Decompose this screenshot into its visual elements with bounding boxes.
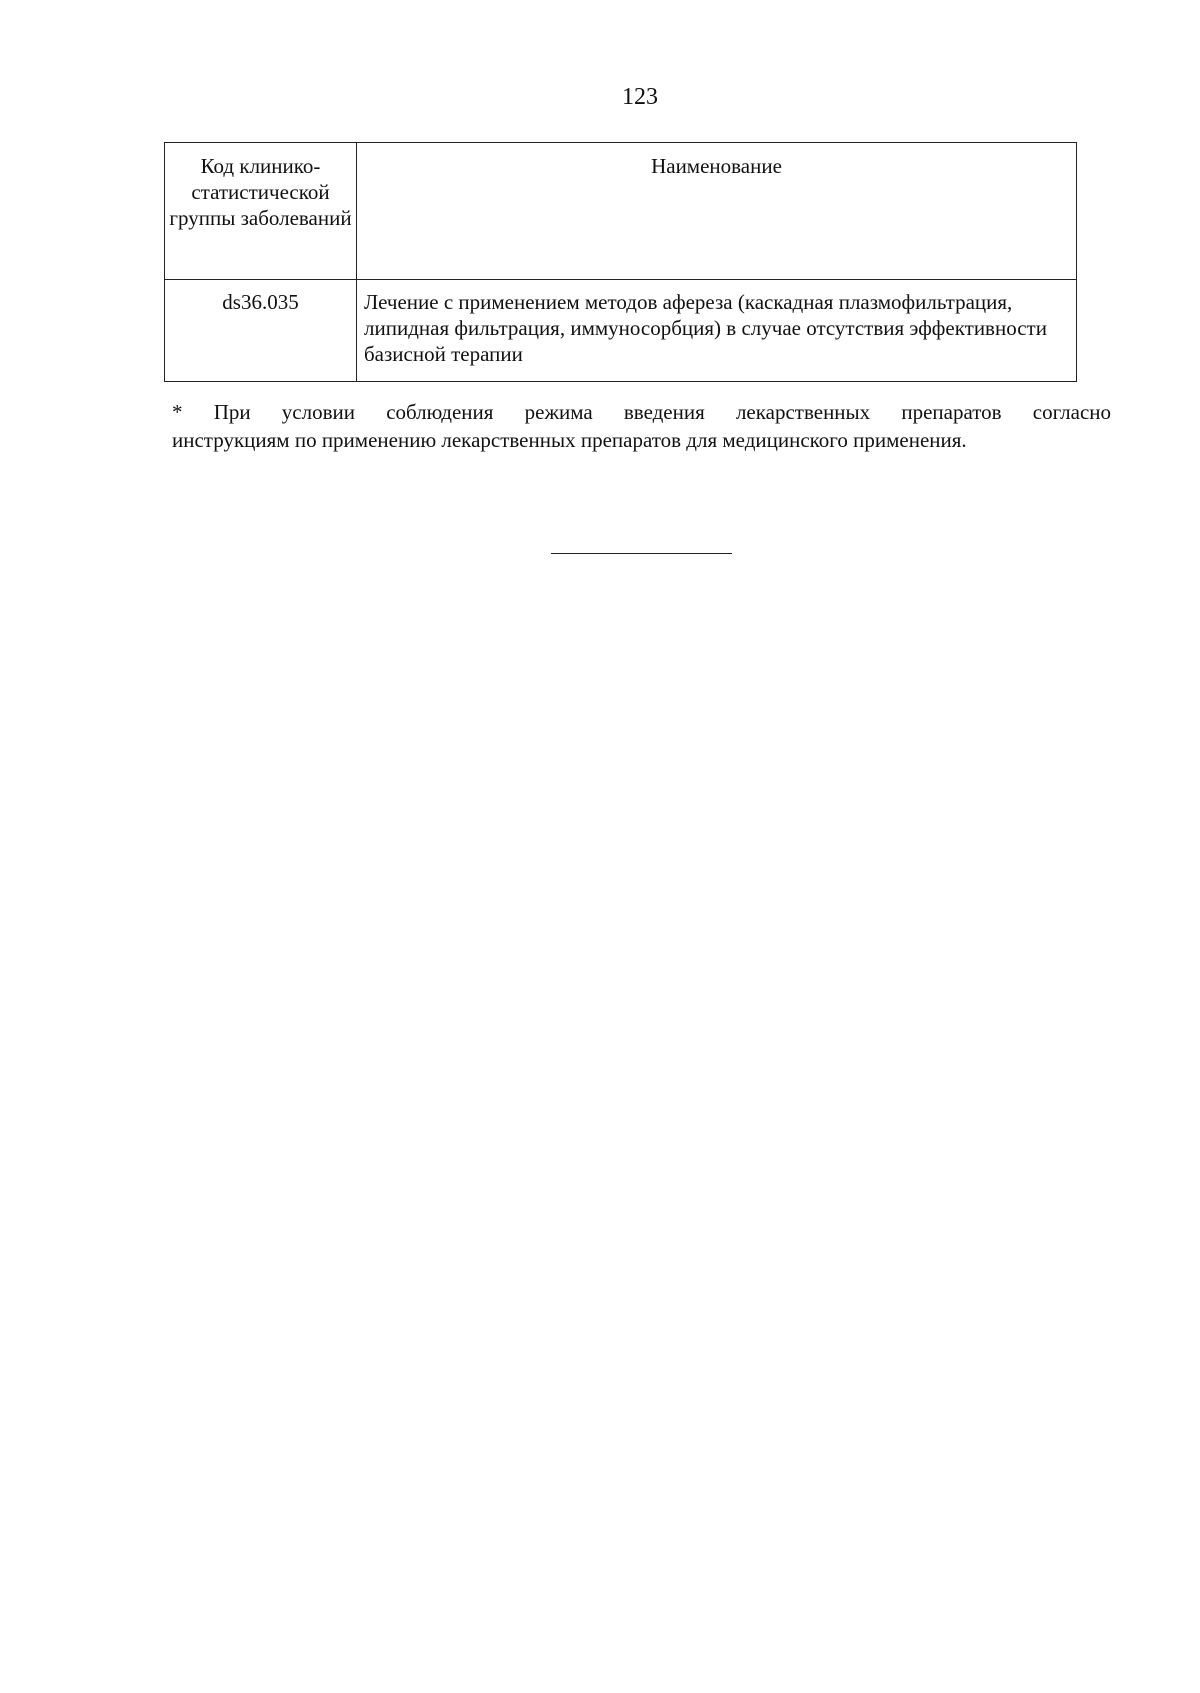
footnote-line-1: * При условии соблюдения режима введения лекарственных препаратов согласно bbox=[172, 400, 1111, 424]
header-code-cell bbox=[165, 143, 357, 280]
header-code-label: Код клинико-статистической группы заболеваний bbox=[169, 154, 352, 230]
header-name-label: Наименование bbox=[651, 154, 782, 178]
footnote-line-2: инструкциям по применению лекарственных препаратов для медицинского применения. bbox=[172, 428, 967, 452]
table-header-row bbox=[165, 143, 1077, 280]
kpg-table bbox=[164, 142, 1077, 382]
page-number bbox=[0, 84, 1200, 111]
header-name-cell bbox=[357, 143, 1077, 280]
table-row bbox=[165, 280, 1077, 382]
row-code: ds36.035 bbox=[222, 290, 299, 314]
row-name-cell bbox=[357, 280, 1077, 382]
row-code-cell bbox=[165, 280, 357, 382]
footnote bbox=[172, 398, 1111, 454]
row-name: Лечение с применением методов афереза (каскадная плазмофильтрация, липидная фильтрация, иммуносорбция) в случае отсутствия эффективности базисной терапии bbox=[364, 290, 1047, 366]
closing-rule bbox=[551, 553, 732, 554]
page-number-text: 123 bbox=[622, 84, 658, 110]
